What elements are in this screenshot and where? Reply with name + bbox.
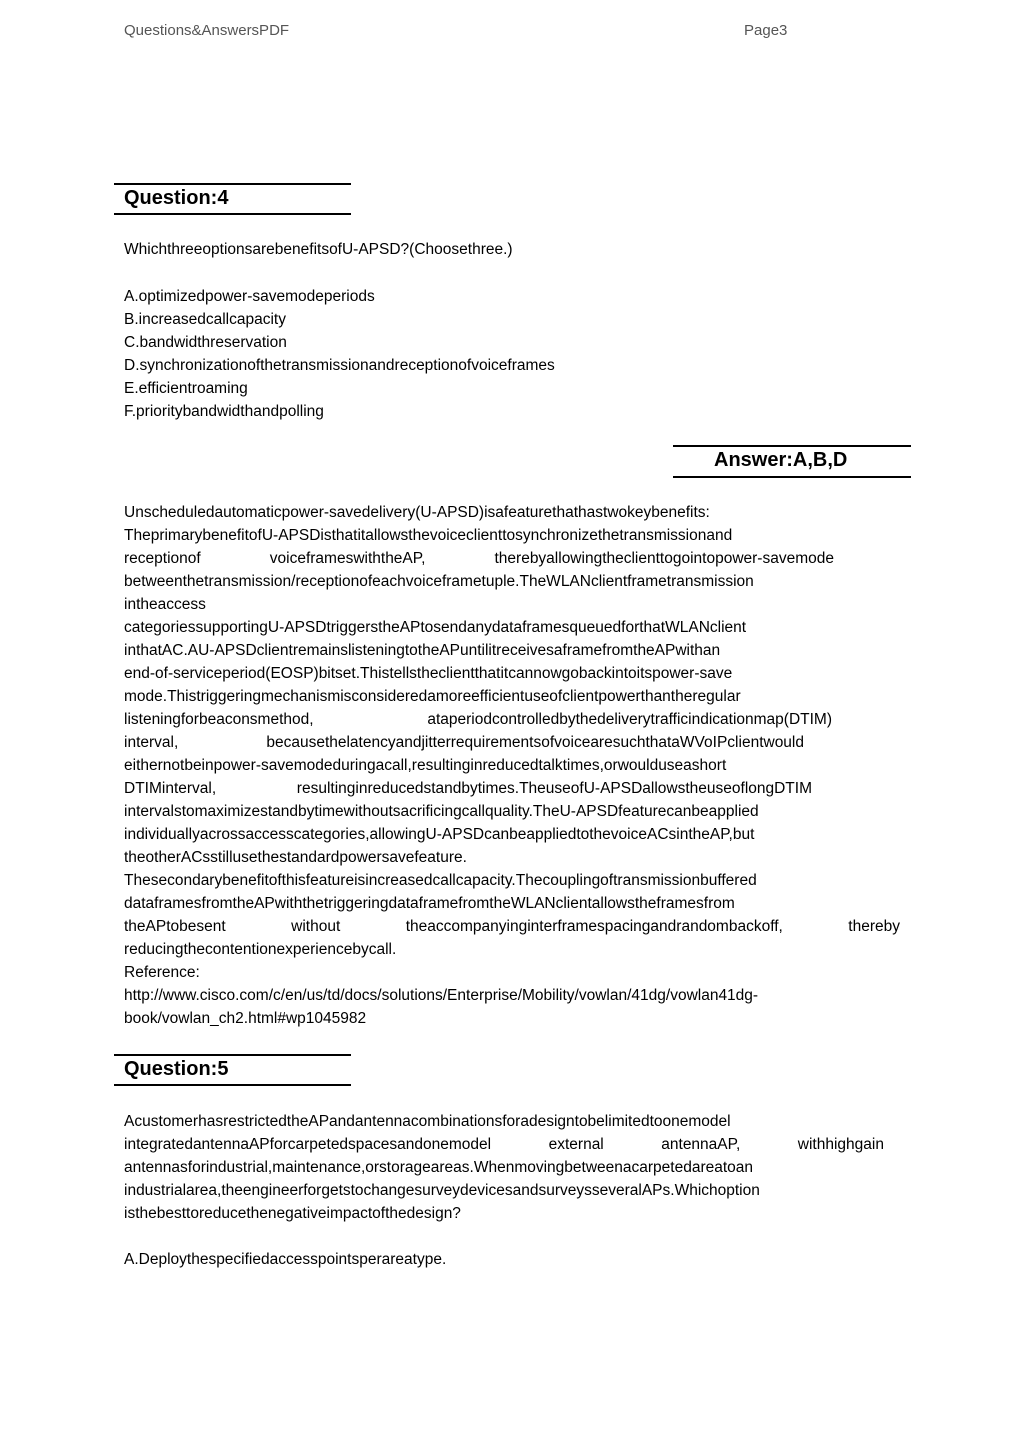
explanation-segment: categoriessupportingU-APSDtriggerstheAPtosendanydataframesqueuedforthatWLANclient [124, 619, 747, 636]
header-page-number: Page3 [744, 22, 788, 39]
answer-heading [673, 445, 911, 478]
explanation-line [124, 708, 832, 731]
explanation-line [124, 524, 732, 547]
explanation-segment: theotherACsstillusethestandardpowersavefeature. [124, 849, 467, 866]
explanation-segment: reducingthecontentionexperiencebycall. [124, 941, 397, 958]
question-4-text: WhichthreeoptionsarebenefitsofU-APSD?(Choosethree.) [124, 241, 513, 258]
explanation-segment: without [291, 918, 341, 935]
explanation-line [124, 639, 720, 662]
question-5-segment: external [548, 1136, 604, 1153]
explanation-line [124, 823, 754, 846]
question-5-segment: antennasforindustrial,maintenance,orstorageareas.Whenmovingbetweenacarpetedareatoan [124, 1159, 754, 1176]
explanation-line [124, 593, 206, 616]
explanation-line [124, 570, 754, 593]
explanation-line [124, 731, 804, 754]
explanation-line [124, 984, 758, 1007]
header-left: Questions&AnswersPDF [124, 22, 290, 39]
option-c: C.bandwidthreservation [124, 334, 287, 351]
explanation-segment: dataframesfromtheAPwiththetriggeringdataframefromtheWLANclientallowstheframesfrom [124, 895, 735, 912]
explanation-line [124, 869, 757, 892]
explanation-segment: interval, [124, 734, 179, 751]
question-5-line [124, 1110, 731, 1133]
explanation-segment: inthatAC.AU-APSDclientremainslisteningtotheAPuntilitreceivesaframefromtheAPwithan [124, 642, 721, 659]
question-5-segment: withhighgain [797, 1136, 884, 1153]
question-5-title: Question:5 [124, 1058, 229, 1080]
explanation-segment: Unscheduledautomaticpower-savedelivery(U-APSD)isafeaturethathastwokeybenefits: [124, 504, 710, 521]
explanation-segment: Reference: [124, 964, 200, 981]
explanation-segment: intheaccess [124, 596, 206, 613]
explanation-line [124, 892, 735, 915]
explanation-segment: TheprimarybenefitofU-APSDisthatitallowsthevoiceclienttosynchronizethetransmissionand [124, 527, 733, 544]
explanation-segment: mode.Thistriggeringmechanismisconsideredamoreefficientuseofclientpowerthantheregular [124, 688, 741, 705]
explanation-line [124, 1007, 366, 1030]
explanation-segment: resultinginreducedstandbytimes.TheuseofU-APSDallowstheuseoflongDTIM [296, 780, 812, 797]
explanation-segment: therebyallowingtheclienttogointopower-savemode [494, 550, 834, 567]
option-a: A.optimizedpower-savemodeperiods [124, 288, 375, 305]
explanation-segment: theaccompanyinginterframespacingandrandombackoff, [405, 918, 783, 935]
question-5-line [124, 1156, 753, 1179]
explanation-segment: betweenthetransmission/receptionofeachvoiceframetuple.TheWLANclientframetransmission [124, 573, 754, 590]
question-5-option-a: A.Deploythespecifiedaccesspointsperareatype. [124, 1251, 447, 1268]
explanation-line [124, 961, 200, 984]
explanation-segment: listeningforbeaconsmethod, [124, 711, 314, 728]
option-d: D.synchronizationofthetransmissionandreceptionofvoiceframes [124, 357, 555, 374]
explanation-line [124, 800, 759, 823]
option-b: B.increasedcallcapacity [124, 311, 286, 328]
explanation-segment: DTIMinterval, [124, 780, 217, 797]
option-e: E.efficientroaming [124, 380, 248, 397]
question-5-line [124, 1202, 461, 1225]
explanation-segment: end-of-serviceperiod(EOSP)bitset.Thistellstheclientthatitcannowgobackintoitspower-save [124, 665, 733, 682]
question-4-title: Question:4 [124, 187, 229, 209]
answer-text: Answer:A,B,D [714, 449, 848, 471]
explanation-segment: ataperiodcontrolledbythedeliverytrafficindicationmap(DTIM) [427, 711, 832, 728]
explanation-line [124, 846, 467, 869]
question-5-segment: integratedantennaAPforcarpetedspacesandonemodel [124, 1136, 492, 1153]
explanation-line [124, 915, 900, 938]
explanation-line [124, 662, 732, 685]
explanation-line [124, 501, 710, 524]
explanation-segment: voiceframeswiththeAP, [269, 550, 426, 567]
explanation-line [124, 616, 746, 639]
explanation-line [124, 685, 741, 708]
explanation-segment: intervalstomaximizestandbytimewithoutsacrificingcallquality.TheU-APSDfeaturecanbeapplied [124, 803, 759, 820]
question-4-heading [114, 183, 351, 215]
option-f: F.prioritybandwidthandpolling [124, 403, 324, 420]
explanation-line [124, 777, 812, 800]
explanation-segment: receptionof [124, 550, 201, 567]
explanation-segment: theAPtobesent [124, 918, 226, 935]
question-5-segment: isthebesttoreducethenegativeimpactofthedesign? [124, 1205, 461, 1222]
explanation-segment: book/vowlan_ch2.html#wp1045982 [124, 1010, 367, 1027]
question-5-segment: AcustomerhasrestrictedtheAPandantennacombinationsforadesigntobelimitedtoonemodel [124, 1113, 731, 1130]
explanation-segment: thereby [848, 918, 900, 935]
explanation-segment: http://www.cisco.com/c/en/us/td/docs/solutions/Enterprise/Mobility/vowlan/41dg/vowlan41dg- [124, 987, 759, 1004]
question-5-line [124, 1133, 884, 1156]
explanation-line [124, 938, 396, 961]
question-5-line [124, 1179, 760, 1202]
question-5-heading [114, 1054, 351, 1086]
question-5-segment: antennaAP, [661, 1136, 741, 1153]
explanation-line [124, 754, 726, 777]
explanation-segment: eithernotbeinpower-savemodeduringacall,resultinginreducedtalktimes,orwoulduseashort [124, 757, 727, 774]
explanation-segment: becausethelatencyandjitterrequirementsofvoicearesuchthataWVoIPclientwould [266, 734, 804, 751]
question-5-segment: industrialarea,theengineerforgetstochangesurveydevicesandsurveysseveralAPs.Whichoption [124, 1182, 760, 1199]
explanation-line [124, 547, 834, 570]
explanation-segment: individuallyacrossaccesscategories,allowingU-APSDcanbeappliedtothevoiceACsintheAP,but [124, 826, 755, 843]
explanation-segment: Thesecondarybenefitofthisfeatureisincreasedcallcapacity.Thecouplingoftransmissionbuffered [124, 872, 757, 889]
